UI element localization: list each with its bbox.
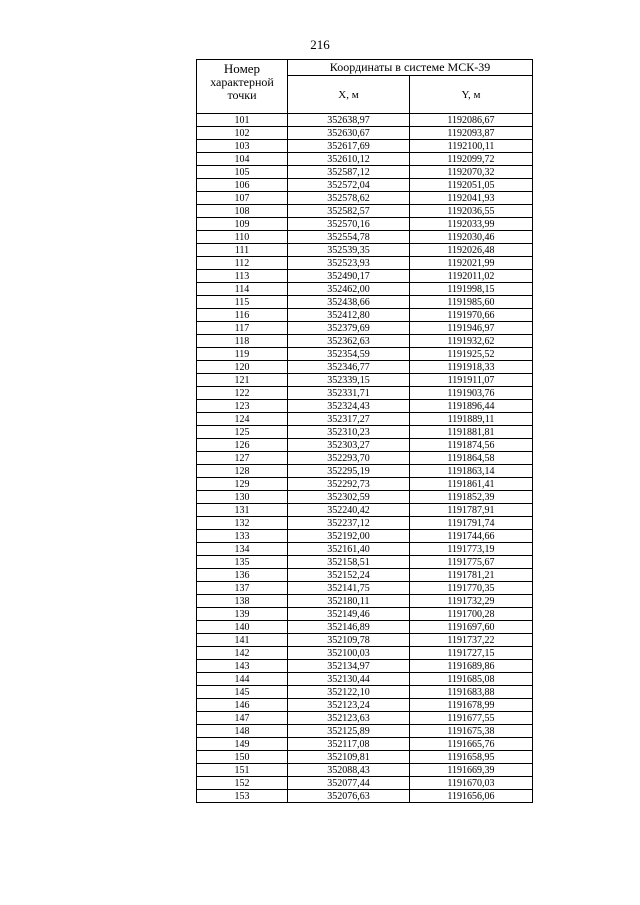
table-row: [197, 153, 533, 166]
point-number-cell: 133: [197, 530, 288, 543]
point-number-cell: 138: [197, 595, 288, 608]
x-coordinate-cell: 352554,78: [288, 231, 410, 244]
y-coordinate-cell: 1191775,67: [410, 556, 533, 569]
point-number-cell: 152: [197, 777, 288, 790]
y-coordinate-cell: 1191861,41: [410, 478, 533, 491]
y-coordinate-cell: 1191656,06: [410, 790, 533, 803]
point-number-cell: 124: [197, 413, 288, 426]
point-number-cell: 139: [197, 608, 288, 621]
x-coordinate-cell: 352490,17: [288, 270, 410, 283]
y-coordinate-cell: 1191675,38: [410, 725, 533, 738]
x-coordinate-cell: 352130,44: [288, 673, 410, 686]
x-coordinate-cell: 352158,51: [288, 556, 410, 569]
y-coordinate-cell: 1191773,19: [410, 543, 533, 556]
point-number-label: Номер: [223, 61, 261, 76]
table-row: [197, 504, 533, 517]
x-coordinate-cell: 352462,00: [288, 283, 410, 296]
table-row: [197, 556, 533, 569]
point-sub-label: характерной точки: [210, 75, 274, 102]
table-row: [197, 244, 533, 257]
x-coordinate-cell: 352303,27: [288, 439, 410, 452]
coordinates-table: [196, 59, 533, 803]
point-number-cell: 135: [197, 556, 288, 569]
y-coordinate-cell: 1191903,76: [410, 387, 533, 400]
x-coordinate-cell: 352109,78: [288, 634, 410, 647]
table-row: [197, 205, 533, 218]
x-coordinate-cell: 352582,57: [288, 205, 410, 218]
point-number-cell: 126: [197, 439, 288, 452]
x-coordinate-cell: 352180,11: [288, 595, 410, 608]
x-coordinate-cell: 352134,97: [288, 660, 410, 673]
table-row: [197, 361, 533, 374]
point-number-cell: 118: [197, 335, 288, 348]
x-coordinate-cell: 352076,63: [288, 790, 410, 803]
y-coordinate-cell: 1191781,21: [410, 569, 533, 582]
y-coordinate-cell: 1191896,44: [410, 400, 533, 413]
table-row: [197, 530, 533, 543]
point-number-cell: 130: [197, 491, 288, 504]
point-number-cell: 107: [197, 192, 288, 205]
x-coordinate-cell: 352379,69: [288, 322, 410, 335]
y-coordinate-cell: 1191998,15: [410, 283, 533, 296]
point-number-cell: 109: [197, 218, 288, 231]
point-number-cell: 114: [197, 283, 288, 296]
table-row: [197, 400, 533, 413]
point-number-cell: 110: [197, 231, 288, 244]
point-number-cell: 123: [197, 400, 288, 413]
point-number-cell: 151: [197, 764, 288, 777]
y-coordinate-cell: 1192099,72: [410, 153, 533, 166]
table-row: [197, 322, 533, 335]
point-number-cell: 147: [197, 712, 288, 725]
x-coordinate-cell: 352295,19: [288, 465, 410, 478]
table-row: [197, 738, 533, 751]
x-coordinate-cell: 352123,63: [288, 712, 410, 725]
y-coordinate-cell: 1191925,52: [410, 348, 533, 361]
table-row: [197, 218, 533, 231]
x-column-header: X, м: [288, 76, 410, 114]
table-row: [197, 608, 533, 621]
table-row: [197, 686, 533, 699]
point-number-cell: 136: [197, 569, 288, 582]
y-coordinate-cell: 1191970,66: [410, 309, 533, 322]
table-row: [197, 231, 533, 244]
x-coordinate-cell: 352570,16: [288, 218, 410, 231]
table-body: [197, 114, 533, 803]
point-number-cell: 108: [197, 205, 288, 218]
y-coordinate-cell: 1192033,99: [410, 218, 533, 231]
point-number-cell: 145: [197, 686, 288, 699]
table-row: [197, 283, 533, 296]
x-coordinate-cell: 352088,43: [288, 764, 410, 777]
y-coordinate-cell: 1191737,22: [410, 634, 533, 647]
point-number-cell: 134: [197, 543, 288, 556]
x-coordinate-cell: 352412,80: [288, 309, 410, 322]
x-coordinate-cell: 352578,62: [288, 192, 410, 205]
y-coordinate-cell: 1192041,93: [410, 192, 533, 205]
x-coordinate-cell: 352146,89: [288, 621, 410, 634]
table-row: [197, 179, 533, 192]
coords-group-header: Координаты в системе МСК-39: [288, 60, 533, 76]
table-row: [197, 465, 533, 478]
x-coordinate-cell: 352324,43: [288, 400, 410, 413]
y-coordinate-cell: 1191744,66: [410, 530, 533, 543]
x-coordinate-cell: 352523,93: [288, 257, 410, 270]
table-row: [197, 621, 533, 634]
x-coordinate-cell: 352141,75: [288, 582, 410, 595]
x-coordinate-cell: 352109,81: [288, 751, 410, 764]
table-row: [197, 426, 533, 439]
y-coordinate-cell: 1192030,46: [410, 231, 533, 244]
y-coordinate-cell: 1192011,02: [410, 270, 533, 283]
point-number-cell: 103: [197, 140, 288, 153]
table-row: [197, 140, 533, 153]
table-row: [197, 478, 533, 491]
y-coordinate-cell: 1191791,74: [410, 517, 533, 530]
table-row: [197, 127, 533, 140]
x-coordinate-cell: 352638,97: [288, 114, 410, 127]
table-row: [197, 296, 533, 309]
x-coordinate-cell: 352192,00: [288, 530, 410, 543]
table-row: [197, 764, 533, 777]
point-number-cell: 111: [197, 244, 288, 257]
table-row: [197, 192, 533, 205]
x-coordinate-cell: 352237,12: [288, 517, 410, 530]
table-row: [197, 374, 533, 387]
x-coordinate-cell: 352362,63: [288, 335, 410, 348]
point-number-cell: 113: [197, 270, 288, 283]
point-number-cell: 121: [197, 374, 288, 387]
x-coordinate-cell: 352122,10: [288, 686, 410, 699]
point-number-cell: 120: [197, 361, 288, 374]
table-row: [197, 751, 533, 764]
x-coordinate-cell: 352123,24: [288, 699, 410, 712]
point-number-cell: 104: [197, 153, 288, 166]
x-coordinate-cell: 352610,12: [288, 153, 410, 166]
table-row: [197, 634, 533, 647]
y-coordinate-cell: 1192036,55: [410, 205, 533, 218]
table-row: [197, 673, 533, 686]
x-coordinate-cell: 352293,70: [288, 452, 410, 465]
point-number-cell: 131: [197, 504, 288, 517]
point-number-cell: 105: [197, 166, 288, 179]
point-number-cell: 127: [197, 452, 288, 465]
y-coordinate-cell: 1191697,60: [410, 621, 533, 634]
y-coordinate-cell: 1191889,11: [410, 413, 533, 426]
point-number-cell: 142: [197, 647, 288, 660]
point-number-cell: 125: [197, 426, 288, 439]
table-row: [197, 569, 533, 582]
table-row: [197, 166, 533, 179]
x-coordinate-cell: 352152,24: [288, 569, 410, 582]
x-coordinate-cell: 352240,42: [288, 504, 410, 517]
y-coordinate-cell: 1191874,56: [410, 439, 533, 452]
table-row: [197, 439, 533, 452]
table-row: [197, 725, 533, 738]
point-number-cell: 137: [197, 582, 288, 595]
x-coordinate-cell: 352572,04: [288, 179, 410, 192]
y-coordinate-cell: 1191787,91: [410, 504, 533, 517]
y-coordinate-cell: 1191665,76: [410, 738, 533, 751]
y-coordinate-cell: 1191677,55: [410, 712, 533, 725]
point-number-cell: 129: [197, 478, 288, 491]
y-coordinate-cell: 1192086,67: [410, 114, 533, 127]
x-coordinate-cell: 352354,59: [288, 348, 410, 361]
y-coordinate-cell: 1192051,05: [410, 179, 533, 192]
x-coordinate-cell: 352630,67: [288, 127, 410, 140]
y-coordinate-cell: 1191669,39: [410, 764, 533, 777]
x-coordinate-cell: 352587,12: [288, 166, 410, 179]
x-coordinate-cell: 352077,44: [288, 777, 410, 790]
x-coordinate-cell: 352317,27: [288, 413, 410, 426]
table-header: [197, 60, 533, 114]
table-row: [197, 413, 533, 426]
point-number-cell: 150: [197, 751, 288, 764]
y-coordinate-cell: 1191852,39: [410, 491, 533, 504]
point-number-cell: 141: [197, 634, 288, 647]
point-number-cell: 140: [197, 621, 288, 634]
point-number-cell: 106: [197, 179, 288, 192]
y-coordinate-cell: 1191670,03: [410, 777, 533, 790]
point-number-cell: 116: [197, 309, 288, 322]
point-number-cell: 143: [197, 660, 288, 673]
y-coordinate-cell: 1191683,88: [410, 686, 533, 699]
point-number-cell: 119: [197, 348, 288, 361]
x-coordinate-cell: 352331,71: [288, 387, 410, 400]
table-row: [197, 114, 533, 127]
point-number-cell: 148: [197, 725, 288, 738]
x-coordinate-cell: 352292,73: [288, 478, 410, 491]
y-coordinate-cell: 1191911,07: [410, 374, 533, 387]
x-coordinate-cell: 352117,08: [288, 738, 410, 751]
y-coordinate-cell: 1191658,95: [410, 751, 533, 764]
point-number-cell: 153: [197, 790, 288, 803]
point-number-cell: 102: [197, 127, 288, 140]
x-coordinate-cell: 352346,77: [288, 361, 410, 374]
x-coordinate-cell: 352539,35: [288, 244, 410, 257]
y-coordinate-cell: 1191727,15: [410, 647, 533, 660]
table-row: [197, 582, 533, 595]
y-column-header: Y, м: [410, 76, 533, 114]
table-row: [197, 777, 533, 790]
point-number-cell: 128: [197, 465, 288, 478]
point-number-cell: 149: [197, 738, 288, 751]
x-coordinate-cell: 352149,46: [288, 608, 410, 621]
point-number-cell: 117: [197, 322, 288, 335]
y-coordinate-cell: 1191932,62: [410, 335, 533, 348]
point-number-cell: 144: [197, 673, 288, 686]
y-coordinate-cell: 1191689,86: [410, 660, 533, 673]
table-row: [197, 335, 533, 348]
point-number-cell: 115: [197, 296, 288, 309]
point-number-cell: 132: [197, 517, 288, 530]
page-number: 216: [310, 37, 330, 52]
y-coordinate-cell: 1192093,87: [410, 127, 533, 140]
table-row: [197, 699, 533, 712]
table-row: [197, 452, 533, 465]
y-coordinate-cell: 1191918,33: [410, 361, 533, 374]
y-coordinate-cell: 1191770,35: [410, 582, 533, 595]
y-coordinate-cell: 1191863,14: [410, 465, 533, 478]
y-coordinate-cell: 1192021,99: [410, 257, 533, 270]
table-row: [197, 387, 533, 400]
x-coordinate-cell: 352100,03: [288, 647, 410, 660]
x-coordinate-cell: 352339,15: [288, 374, 410, 387]
x-coordinate-cell: 352438,66: [288, 296, 410, 309]
y-coordinate-cell: 1191700,28: [410, 608, 533, 621]
y-coordinate-cell: 1192070,32: [410, 166, 533, 179]
y-coordinate-cell: 1191985,60: [410, 296, 533, 309]
x-coordinate-cell: 352161,40: [288, 543, 410, 556]
y-coordinate-cell: 1192100,11: [410, 140, 533, 153]
point-number-cell: 112: [197, 257, 288, 270]
y-coordinate-cell: 1191864,58: [410, 452, 533, 465]
x-coordinate-cell: 352125,89: [288, 725, 410, 738]
y-coordinate-cell: 1191732,29: [410, 595, 533, 608]
x-coordinate-cell: 352302,59: [288, 491, 410, 504]
y-coordinate-cell: 1191685,08: [410, 673, 533, 686]
table-row: [197, 257, 533, 270]
point-number-cell: 122: [197, 387, 288, 400]
table-row: [197, 309, 533, 322]
table-row: [197, 348, 533, 361]
y-coordinate-cell: 1192026,48: [410, 244, 533, 257]
table-row: [197, 712, 533, 725]
table-row: [197, 491, 533, 504]
x-coordinate-cell: 352617,69: [288, 140, 410, 153]
y-coordinate-cell: 1191881,81: [410, 426, 533, 439]
table-row: [197, 647, 533, 660]
x-coordinate-cell: 352310,23: [288, 426, 410, 439]
y-coordinate-cell: 1191678,99: [410, 699, 533, 712]
point-number-cell: 146: [197, 699, 288, 712]
y-coordinate-cell: 1191946,97: [410, 322, 533, 335]
point-number-header: [197, 60, 288, 114]
table-row: [197, 595, 533, 608]
table-row: [197, 517, 533, 530]
table-row: [197, 543, 533, 556]
point-number-cell: 101: [197, 114, 288, 127]
table-row: [197, 270, 533, 283]
table-row: [197, 660, 533, 673]
table-row: [197, 790, 533, 803]
